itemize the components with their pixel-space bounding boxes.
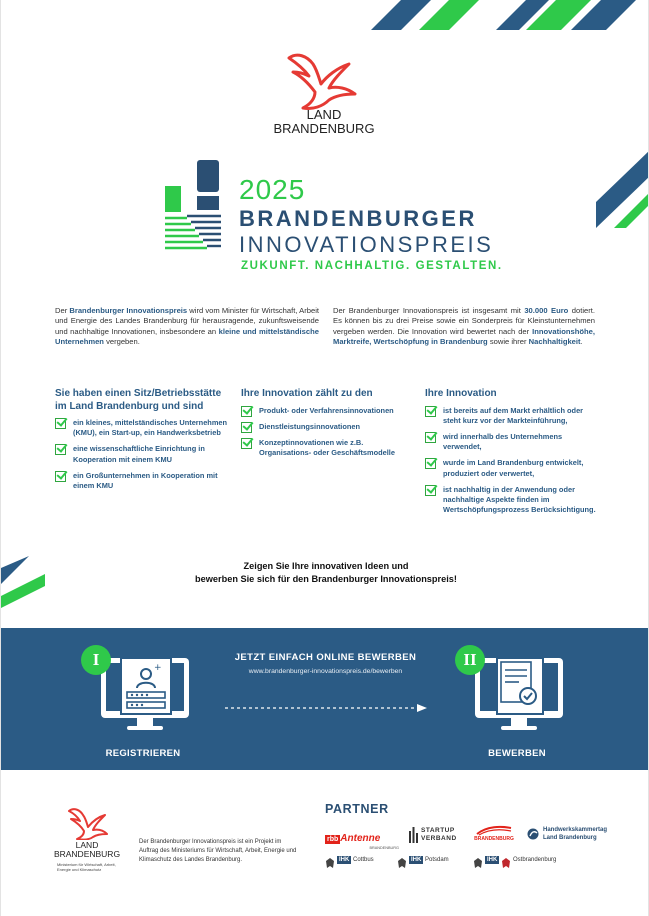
- footer-logo-brandenburg: BRANDENBURG: [53, 849, 121, 859]
- logo-line-brandenburg: BRANDENBURG: [273, 121, 375, 136]
- svg-text:+: +: [154, 663, 162, 673]
- partner-brandenburg-logo: [473, 824, 515, 846]
- checkbox-icon: [241, 422, 252, 433]
- handwerk-line-1: Handwerkskammertag: [543, 827, 608, 833]
- step-2-label: BEWERBEN: [488, 748, 546, 759]
- antenne-sub: BRANDENBURG: [369, 846, 399, 850]
- footer-logo-land: LAND: [75, 840, 99, 850]
- checkbox-icon: [55, 444, 66, 455]
- partner-antenne-logo: [325, 826, 399, 850]
- ihk-potsdam-label: Potsdam: [425, 857, 449, 863]
- application-monitor-icon: [473, 654, 565, 734]
- innovation-criteria-column: [425, 388, 597, 521]
- list-item: ein kleines, mittelständisches Unternehmen (KMU), ein Start-up, ein Handwerksbetrieb: [55, 418, 231, 438]
- rbb-mark: rbb: [327, 836, 339, 843]
- intro-left-paragraph: Der Brandenburger Innovationspreis wird vom Minister für Wirtschaft, Arbeit und Energie des Landes Brandenburg für herausragende, zukunftsweisende und nachhaltige Innovationen, insbesondere an kleine und mittelständische Unternehmen vergeben.: [55, 306, 319, 347]
- footer-ministry-small: Ministerium für Wirtschaft, Arbeit, Energie und Klimaschutz: [57, 862, 116, 872]
- list-item: eine wissenschaftliche Einrichtung in Kooperation mit einem KMU: [55, 444, 231, 464]
- partner-ihk-cottbus-logo: [325, 856, 385, 870]
- antenne-mark: Antenne: [340, 833, 381, 844]
- award-year: 2025: [239, 174, 306, 205]
- list-item: ist bereits auf dem Markt erhältlich oder steht kurz vor der Markteinführung,: [425, 406, 597, 426]
- ihk-mark: IHK: [411, 857, 422, 863]
- eligibility-column: [55, 388, 231, 497]
- list-item: wurde im Land Brandenburg entwickelt, produziert oder verwertet,: [425, 458, 597, 478]
- startup-bars-icon: [409, 827, 418, 843]
- brandenburg-eagle-logo-icon: [283, 50, 365, 112]
- partner-ihk-potsdam-logo: [397, 856, 459, 870]
- step-1-label: REGISTRIEREN: [105, 748, 181, 759]
- innovationspreis-b-mark-icon: [165, 160, 225, 252]
- checkbox-icon: [425, 485, 436, 496]
- apply-online-title: JETZT EINFACH ONLINE BEWERBEN: [234, 652, 417, 663]
- step-2-numeral: II: [455, 645, 485, 675]
- ihk-eagle-icon: [325, 857, 335, 869]
- eligibility-heading: Sie haben einen Sitz/Betriebsstätte im Land Brandenburg und sind: [55, 388, 222, 412]
- logo-line-land: LAND: [306, 107, 342, 122]
- ihk-eagle-icon: [473, 857, 483, 869]
- handwerk-circle-icon: [527, 828, 539, 840]
- innovation-type-heading: Ihre Innovation zählt zu den: [241, 388, 373, 399]
- list-item: ein Großunternehmen in Kooperation mit einem KMU: [55, 471, 231, 491]
- ihk-cottbus-label: Cottbus: [353, 857, 374, 863]
- ihk-eagle-icon: [397, 857, 407, 869]
- checkbox-icon: [241, 438, 252, 449]
- ostbrandenburg-eagle-icon: [501, 857, 511, 869]
- registration-monitor-icon: [99, 654, 191, 734]
- startup-line-1: STARTUP: [421, 827, 455, 834]
- startup-line-2: VERBAND: [421, 835, 457, 842]
- brandenburg-small-text: BRANDENBURG: [474, 836, 514, 842]
- top-stripes-decoration: [361, 0, 649, 30]
- apply-online-band: [1, 628, 649, 770]
- partner-startup-verband-logo: [409, 826, 465, 844]
- partner-heading: PARTNER: [325, 802, 389, 816]
- slogan: ZUKUNFT. NACHHALTIG. GESTALTEN.: [241, 260, 503, 272]
- checkbox-icon: [425, 406, 436, 417]
- partner-ihk-ostbrandenburg-logo: [473, 856, 563, 870]
- step-1-numeral: I: [81, 645, 111, 675]
- innovation-criteria-heading: Ihre Innovation: [425, 388, 497, 399]
- dashed-arrow-icon: [223, 702, 429, 714]
- list-item: wird innerhalb des Unternehmens verwendet,: [425, 432, 597, 452]
- title-innovationspreis: INNOVATIONSPREIS: [239, 232, 494, 257]
- footer-eagle-logo-icon: [65, 806, 109, 840]
- handwerk-line-2: Land Brandenburg: [543, 835, 597, 841]
- partner-handwerkskammertag-logo: [527, 826, 623, 844]
- title-brandenburger: BRANDENBURGER: [239, 206, 477, 231]
- ihk-mark: IHK: [339, 857, 350, 863]
- checkbox-icon: [241, 406, 252, 417]
- right-stripes-decoration: [586, 140, 649, 230]
- list-item: Produkt- oder Verfahrensinnovationen: [241, 406, 413, 416]
- innovation-type-column: [241, 388, 413, 464]
- intro-right-paragraph: Der Brandenburger Innovationspreis ist insgesamt mit 30.000 Euro dotiert. Es können bis zu drei Preise sowie ein Sonderpreis für Kleinstunternehmen vergeben werden. Die Innovation wird bewertet nach der Innovationshöhe, Marktreife, Wertschöpfung in Brandenburg sowie ihrer Nachhaltigkeit.: [333, 306, 596, 347]
- brandenburg-swoosh-icon: [475, 824, 513, 836]
- list-item: Konzeptinnovationen wie z.B. Organisations- oder Geschäftsmodelle: [241, 438, 413, 458]
- checkbox-icon: [55, 418, 66, 429]
- cta-line-1: Zeigen Sie Ihre innovativen Ideen und: [243, 561, 409, 571]
- ihk-ostbrandenburg-label: Ostbrandenburg: [513, 857, 557, 863]
- cta-line-2: bewerben Sie sich für den Brandenburger Innovationspreis!: [195, 574, 457, 584]
- checkbox-icon: [425, 458, 436, 469]
- ihk-mark: IHK: [487, 857, 498, 863]
- checkbox-icon: [55, 471, 66, 482]
- list-item: Dienstleistungsinnovationen: [241, 422, 413, 432]
- footer-project-text: Der Brandenburger Innovationspreis ist ein Projekt im Auftrag des Ministeriums für Wirtschaft, Arbeit, Energie und Klimaschutz des Landes Brandenburg.: [139, 839, 297, 863]
- apply-url-link[interactable]: www.brandenburger-innovationspreis.de/bewerben: [248, 668, 403, 675]
- checkbox-icon: [425, 432, 436, 443]
- list-item: ist nachhaltig in der Anwendung oder nachhaltige Aspekte finden im Wertschöpfungsprozess Berücksichtigung.: [425, 485, 597, 516]
- left-stripes-decoration: [1, 556, 51, 616]
